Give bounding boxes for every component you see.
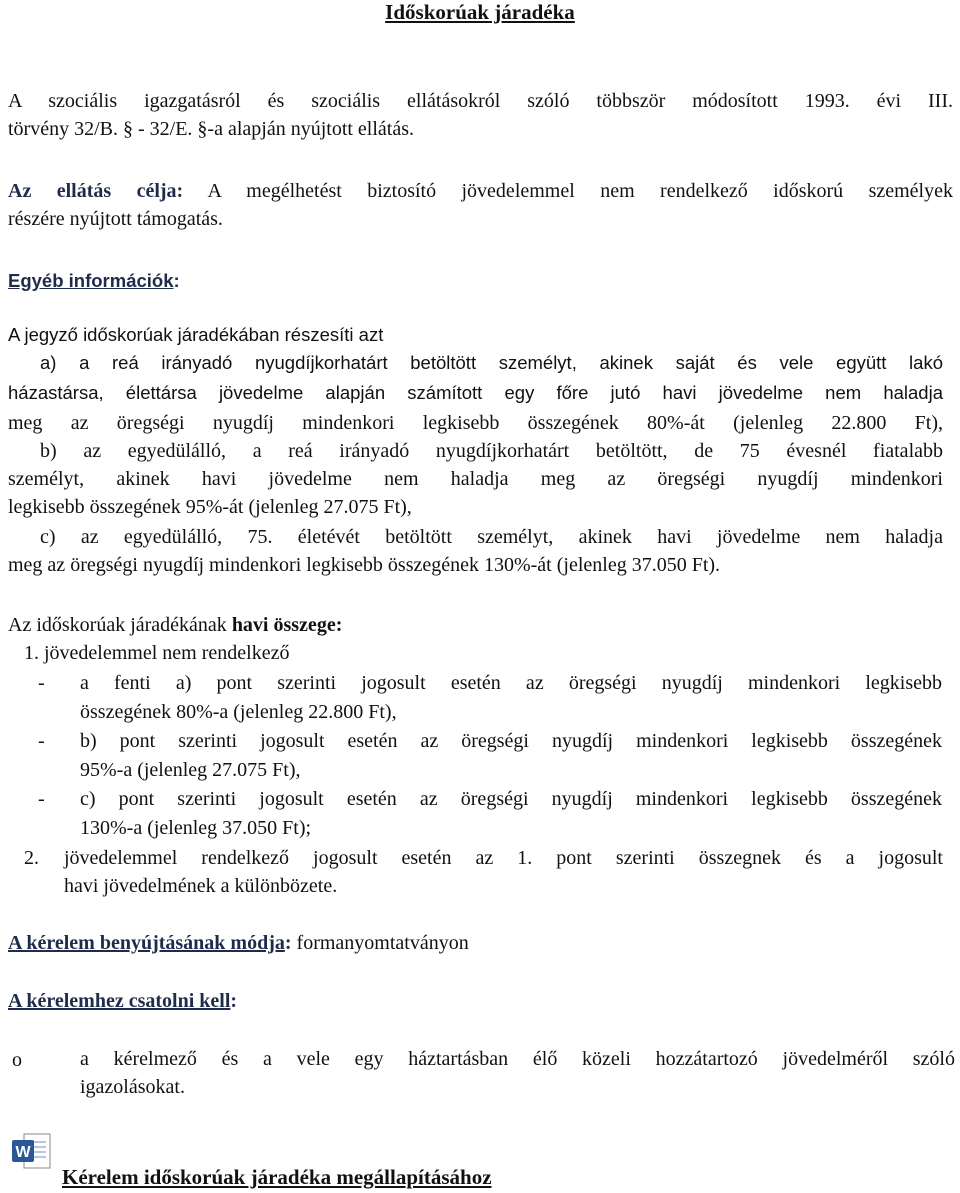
purpose-line-2: részére nyújtott támogatás. bbox=[8, 208, 223, 230]
word-document-icon[interactable] bbox=[10, 1132, 54, 1172]
intro-line-1: A szociális igazgatásról és szociális ellátásokról szóló többször módosított 1993. évi III. bbox=[8, 90, 953, 112]
svg-text:W: W bbox=[15, 1144, 31, 1161]
amount-item-2-number: 2. bbox=[24, 847, 39, 869]
dash-bullet: - bbox=[38, 672, 45, 694]
dash-bullet: - bbox=[38, 730, 45, 752]
amount-item-1: 1. jövedelemmel nem rendelkező bbox=[24, 642, 290, 664]
submission-line: A kérelem benyújtásának módja: formanyomtatványon bbox=[8, 932, 469, 954]
amount-sub-c-line-2: 130%-a (jelenleg 37.050 Ft); bbox=[80, 817, 312, 839]
purpose-line-1 bbox=[8, 178, 953, 204]
attachments-heading: A kérelemhez csatolni kell: bbox=[8, 990, 238, 1012]
other-info-heading-label: Egyéb információk bbox=[8, 270, 174, 291]
condition-c-line-1: c) az egyedülálló, 75. életévét betöltött személyt, akinek havi jövedelme nem haladja bbox=[40, 526, 943, 548]
condition-b-line-3: legkisebb összegének 95%-át (jelenleg 27.075 Ft), bbox=[8, 496, 412, 518]
monthly-amount-heading: Az időskorúak járadékának havi összege: bbox=[8, 614, 343, 636]
attachments-bullet: o bbox=[12, 1049, 22, 1071]
monthly-amount-bold: havi összege: bbox=[231, 614, 343, 636]
intro-line-2: törvény 32/B. § - 32/E. §-a alapján nyújtott ellátás. bbox=[8, 118, 415, 140]
condition-a-line-3: meg az öregségi nyugdíj mindenkori legkisebb összegének 80%-át (jelenleg 22.800 Ft), bbox=[8, 412, 943, 434]
condition-b-line-2: személyt, akinek havi jövedelme nem haladja meg az öregségi nyugdíj mindenkori bbox=[8, 468, 943, 490]
amount-sub-b-line-2: 95%-a (jelenleg 27.075 Ft), bbox=[80, 759, 301, 781]
condition-b-line-1: b) az egyedülálló, a reá irányadó nyugdíjkorhatárt betöltött, de 75 évesnél fiatalabb bbox=[40, 440, 943, 462]
dash-bullet: - bbox=[38, 788, 45, 810]
submission-value: formanyomtatványon bbox=[296, 932, 469, 954]
condition-a-line-2: házastársa, élettársa jövedelme alapján számított egy főre jutó havi jövedelme nem haladja bbox=[8, 382, 943, 403]
condition-c-line-2: meg az öregségi nyugdíj mindenkori legkisebb összegének 130%-át (jelenleg 37.050 Ft). bbox=[8, 554, 721, 576]
submission-label: A kérelem benyújtásának módja bbox=[8, 932, 285, 954]
purpose-text: A megélhetést biztosító jövedelemmel nem rendelkező időskorú személyek bbox=[207, 180, 953, 202]
amount-item-2-line-1: jövedelemmel rendelkező jogosult esetén az 1. pont szerinti összegnek és a jogosult bbox=[64, 847, 943, 869]
amount-item-2-line-2: havi jövedelmének a különbözete. bbox=[64, 875, 338, 897]
purpose-label: Az ellátás célja: bbox=[8, 180, 184, 202]
condition-a-line-1: a) a reá irányadó nyugdíjkorhatárt betöltött személyt, akinek saját és vele együtt lakó bbox=[40, 352, 943, 373]
amount-sub-a-line-2: összegének 80%-a (jelenleg 22.800 Ft), bbox=[80, 701, 397, 723]
page-title: Időskorúak járadéka bbox=[385, 0, 575, 24]
attachments-line-2: igazolásokat. bbox=[80, 1076, 185, 1098]
form-download-link[interactable]: Kérelem időskorúak járadéka megállapításához bbox=[62, 1165, 492, 1189]
attachments-label: A kérelemhez csatolni kell bbox=[8, 990, 231, 1012]
other-info-heading: Egyéb információk: bbox=[8, 270, 180, 291]
document-page: Időskorúak járadéka A szociális igazgatásról és szociális ellátásokról szóló többször módosított 1993. évi III. törvény 32/B. § - 32/E. §-a alapján nyújtott ellátás. Az ellátás célja: A megélhetést biztosító jövedelemmel nem rendelkező időskorú személyek részére nyújtott támogatás. Egyéb információk: A jegyző időskorúak járadékában részesíti azt a) a reá irányadó nyugdíjkorhatárt betöltött személyt, akinek saját és vele együtt lakó házastársa, élettársa jövedelme alapján számított egy főre jutó havi jövedelme nem haladja meg az öregségi nyugdíj mindenkori legkisebb összegének 80%-át (jelenleg 22.800 Ft), b) az egyedülálló, a reá irányadó nyugdíjkorhatárt betöltött, de 75 évesnél fiatalabb személyt, akinek havi jövedelme nem haladja meg az öregségi nyugdíj mindenkori legkisebb összegének 95%-át (jelenleg 27.075 Ft), c) az egyedülálló, 75. életévét betöltött személyt, akinek havi jövedelme nem haladja meg az öregségi nyugdíj mindenkori legkisebb összegének 130%-át (jelenleg 37.050 Ft). Az időskorúak járadékának havi összege: 1. jövedelemmel nem rendelkező - a fenti a) pont szerinti jogosult esetén az öregségi nyugdíj mindenkori legkisebb összegének 80%-a (jelenleg 22.800 Ft), - b) pont szerinti jogosult esetén az öregségi nyugdíj mindenkori legkisebb összegének 95%-a (jelenleg 27.075 Ft), - c) pont szerinti jogosult esetén az öregségi nyugdíj mindenkori legkisebb összegének 130%-a (jelenleg 37.050 Ft); 2. jövedelemmel rendelkező jogosult esetén az 1. pont szerinti összegnek és a jogosult havi jövedelmének a különbözete. A kérelem benyújtásának módja: formanyomtatványon A kérelemhez csatolni kell: o a kérelmező és a vele egy háztartásban élő közeli hozzátartozó jövedelméről szóló igazolásokat. W Kérelem időskorúak járadéka megállapításához bbox=[0, 0, 960, 1193]
other-info-intro: A jegyző időskorúak járadékában részesíti azt bbox=[8, 324, 384, 345]
attachments-line-1: a kérelmező és a vele egy háztartásban élő közeli hozzátartozó jövedelméről szóló bbox=[80, 1048, 955, 1070]
